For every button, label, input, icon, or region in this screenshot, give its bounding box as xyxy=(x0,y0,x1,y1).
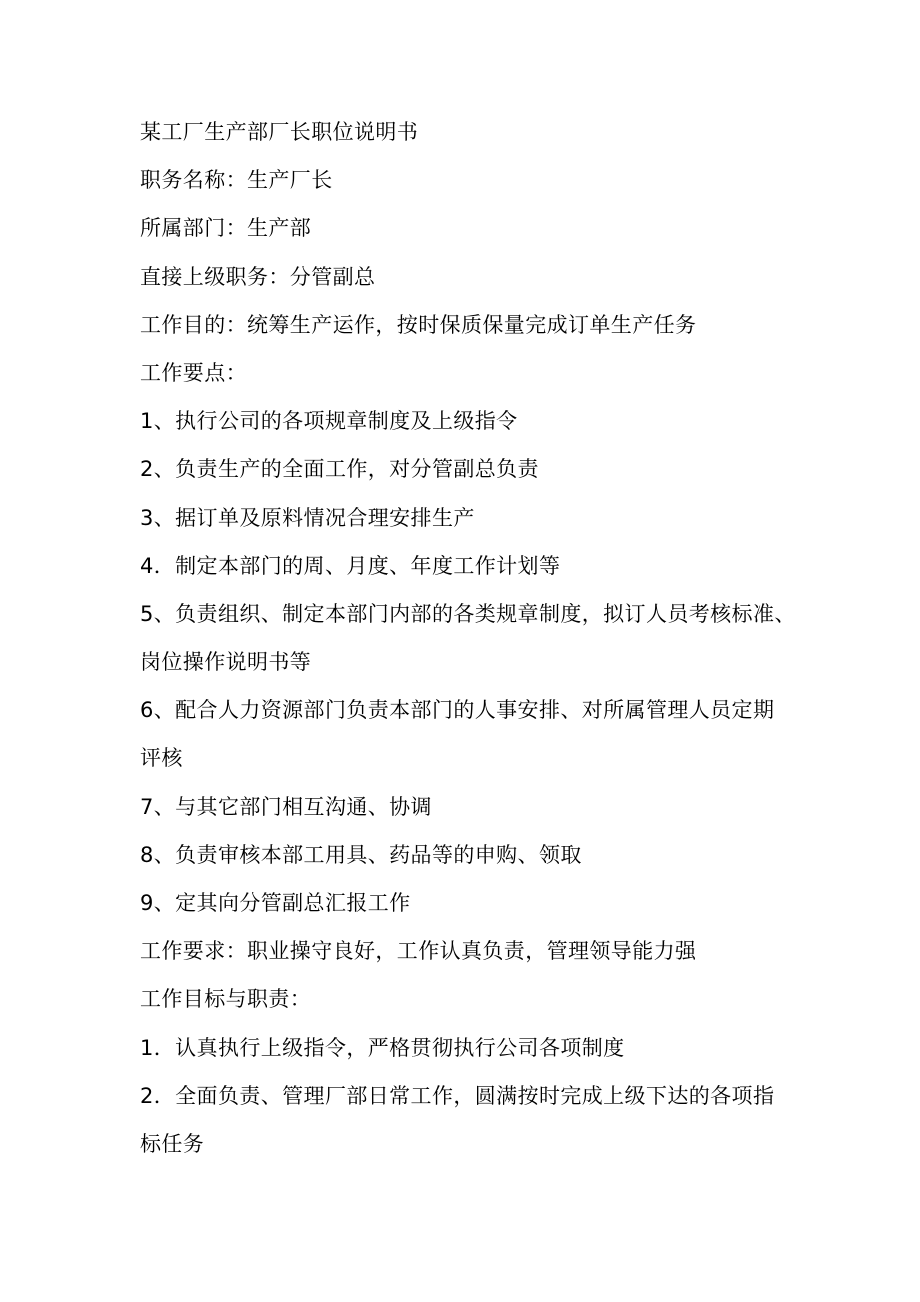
department-line: 所属部门：生产部 xyxy=(140,216,312,241)
key-point-1: 1、执行公司的各项规章制度及上级指令 xyxy=(140,409,518,434)
job-title-line: 职务名称：生产厂长 xyxy=(140,168,333,193)
goal-2-continued: 标任务 xyxy=(140,1131,205,1156)
key-point-6-continued: 评核 xyxy=(140,746,183,771)
key-point-7: 7、与其它部门相互沟通、协调 xyxy=(140,794,432,819)
document-title: 某工厂生产部厂长职位说明书 xyxy=(140,120,419,144)
key-point-3: 3、据订单及原料情况合理安排生产 xyxy=(140,505,475,530)
key-point-8: 8、负责审核本部工用具、药品等的申购、领取 xyxy=(140,842,582,867)
requirements-line: 工作要求：职业操守良好，工作认真负责，管理领导能力强 xyxy=(140,939,697,964)
purpose-line: 工作目的：统筹生产运作，按时保质保量完成订单生产任务 xyxy=(140,312,697,337)
superior-line: 直接上级职务：分管副总 xyxy=(140,264,376,289)
document-body xyxy=(140,108,820,1168)
key-point-5-continued: 岗位操作说明书等 xyxy=(140,650,312,675)
key-point-6: 6、配合人力资源部门负责本部门的人事安排、对所属管理人员定期 xyxy=(140,698,775,723)
key-point-5: 5、负责组织、制定本部门内部的各类规章制度，拟订人员考核标准、 xyxy=(140,601,796,626)
key-point-2: 2、负责生产的全面工作，对分管副总负责 xyxy=(140,457,539,482)
key-point-4: 4．制定本部门的周、月度、年度工作计划等 xyxy=(140,553,561,578)
goal-1: 1．认真执行上级指令，严格贯彻执行公司各项制度 xyxy=(140,1035,625,1060)
key-points-heading: 工作要点： xyxy=(140,360,247,385)
key-point-9: 9、定其向分管副总汇报工作 xyxy=(140,891,411,915)
goals-heading: 工作目标与职责： xyxy=(140,987,312,1012)
goal-2: 2．全面负责、管理厂部日常工作，圆满按时完成上级下达的各项指 xyxy=(140,1083,775,1108)
